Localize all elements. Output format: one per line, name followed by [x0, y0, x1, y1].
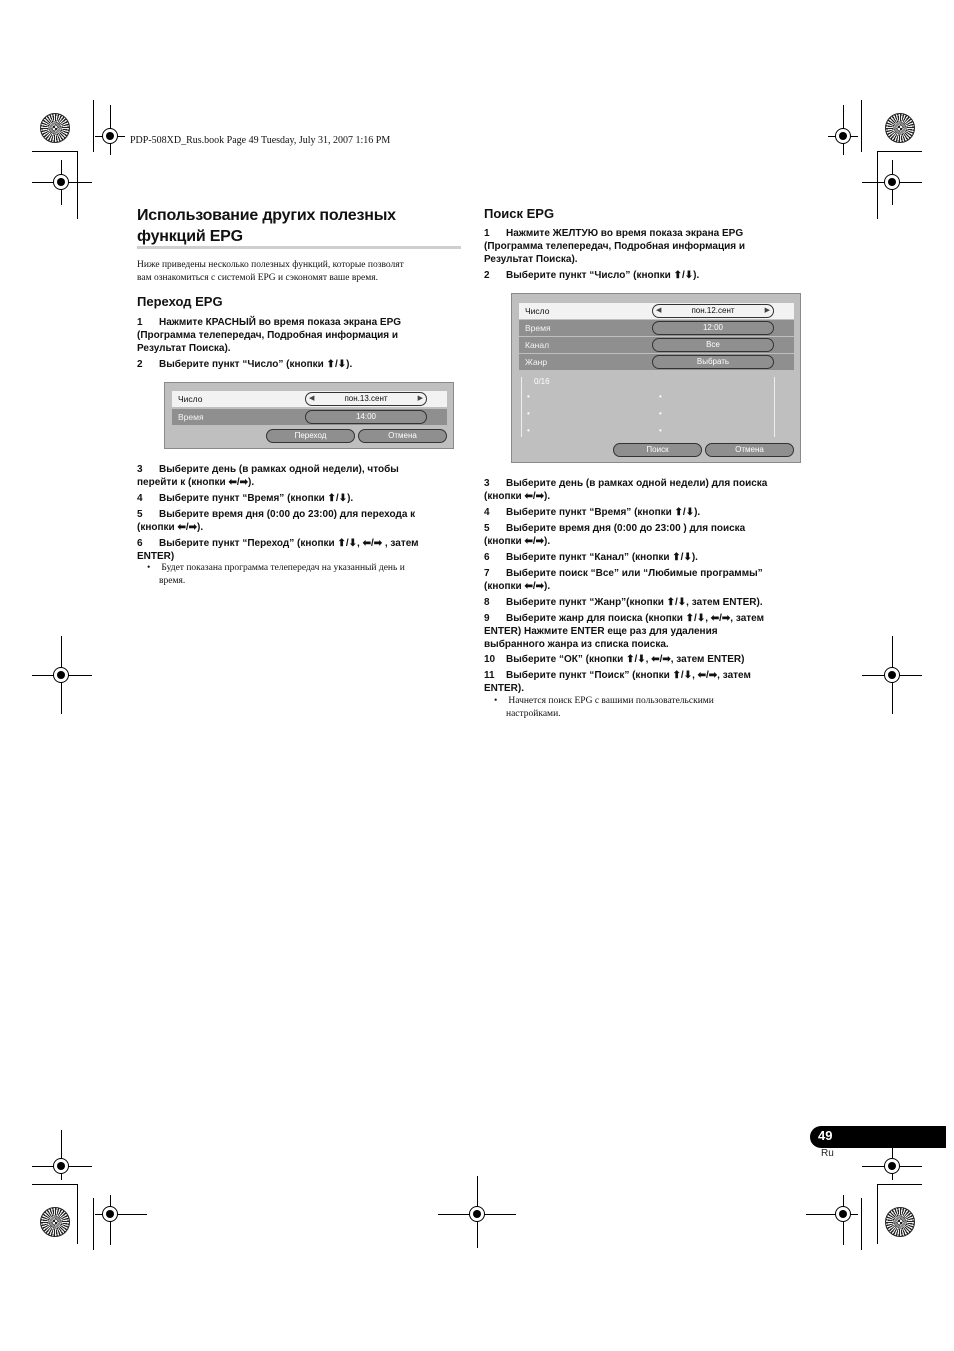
registration-target-icon [835, 128, 851, 144]
step-text: (Программа телепередач, Подробная информация и [137, 330, 399, 341]
step-text: Нажмите ЖЕЛТУЮ во время показа экрана EPG [506, 228, 744, 239]
genre-value[interactable]: Выбрать [652, 355, 774, 369]
step-item [484, 596, 763, 609]
registration-wheel-icon [40, 113, 70, 143]
step-item [137, 508, 415, 534]
step-text: Выберите пункт “Время” (кнопки ⬆/⬇). [506, 507, 701, 518]
step-number: 6 [484, 552, 490, 563]
section-heading-jump: Переход EPG [137, 294, 223, 309]
genre-count: 0/16 [534, 377, 550, 386]
title-divider [137, 246, 461, 249]
page-title [137, 205, 396, 247]
time-value[interactable]: 14:00 [305, 410, 427, 424]
osd-row-label: Время [178, 412, 204, 422]
step-number: 3 [137, 464, 143, 475]
step-number: 1 [484, 228, 490, 239]
time-value[interactable]: 12:00 [652, 321, 774, 335]
step-text: Выберите пункт “Поиск” (кнопки ⬆/⬇, ⬅/➡, затем [506, 670, 751, 681]
step-text: Выберите день (в рамках одной недели), чтобы [159, 464, 399, 475]
step-number: 4 [137, 493, 143, 504]
osd-row-label: Число [525, 306, 550, 316]
step-item [484, 506, 700, 519]
step-number: 8 [484, 597, 490, 608]
registration-target-icon [835, 1206, 851, 1222]
step-number: 6 [137, 538, 143, 549]
step-text: перейти к (кнопки ⬅/➡). [137, 477, 255, 488]
osd-row-time[interactable] [172, 409, 447, 425]
list-slot: • [659, 426, 662, 435]
arrow-right-icon[interactable]: ▶ [764, 307, 770, 314]
intro-paragraph [137, 259, 404, 285]
step-item [484, 522, 745, 548]
intro-line: Ниже приведены несколько полезных функций, которые позволят [137, 260, 404, 270]
list-slot: • [659, 409, 662, 418]
step-text: Выберите “ОК” (кнопки ⬆/⬇, ⬅/➡, затем ENTER) [506, 654, 745, 665]
registration-target-icon [53, 667, 69, 683]
step-item [484, 477, 767, 503]
registration-wheel-icon [885, 113, 915, 143]
bullet-text: настройками. [506, 709, 561, 719]
bullet-note [137, 562, 479, 588]
step-text: Выберите время дня (0:00 до 23:00) для перехода к [159, 509, 416, 520]
step-item [137, 316, 462, 355]
registration-target-icon [102, 1206, 118, 1222]
cancel-button[interactable]: Отмена [358, 429, 447, 443]
step-number: 3 [484, 478, 490, 489]
registration-target-icon [884, 1158, 900, 1174]
registration-target-icon [469, 1206, 485, 1222]
intro-line: вам ознакомиться с системой EPG и сэкономят ваше время. [137, 273, 379, 283]
jump-osd-panel [164, 382, 454, 449]
date-value: пон.13.сент [344, 394, 388, 403]
step-text: Выберите день (в рамках одной недели) для поиска [506, 478, 768, 489]
osd-row-label: Время [525, 323, 551, 333]
step-text: (кнопки ⬅/➡). [484, 491, 551, 502]
page-title-line: Использование других полезных [137, 207, 396, 224]
osd-row-date[interactable] [519, 303, 794, 319]
registration-target-icon [884, 174, 900, 190]
step-text: (кнопки ⬅/➡). [484, 536, 551, 547]
registration-wheel-icon [40, 1207, 70, 1237]
genre-list[interactable] [521, 377, 775, 437]
step-number: 1 [137, 317, 143, 328]
step-text: Выберите пункт “Переход” (кнопки ⬆/⬇, ⬅/➡ , затем [159, 538, 419, 549]
list-slot: • [659, 392, 662, 401]
osd-row-genre[interactable] [519, 354, 794, 370]
step-text: Выберите пункт “Жанр”(кнопки ⬆/⬇, затем ENTER). [506, 597, 763, 608]
date-value: пон.12.сент [691, 306, 735, 315]
step-text: Выберите пункт “Число” (кнопки ⬆/⬇). [506, 270, 700, 281]
step-number: 4 [484, 507, 490, 518]
registration-target-icon [53, 174, 69, 190]
osd-row-label: Число [178, 394, 203, 404]
step-text: Выберите пункт “Число” (кнопки ⬆/⬇). [159, 359, 353, 370]
page-title-line: функций EPG [137, 228, 243, 245]
arrow-right-icon[interactable]: ▶ [417, 395, 423, 402]
book-header: PDP-508XD_Rus.book Page 49 Tuesday, July 31, 2007 1:16 PM [130, 135, 391, 146]
step-number: 11 [484, 670, 495, 681]
step-text: ENTER) [137, 551, 175, 562]
bullet-text: Будет показана программа телепередач на указанный день и [161, 563, 405, 573]
arrow-left-icon[interactable]: ◀ [656, 307, 662, 314]
list-slot: • [527, 409, 530, 418]
language-code: Ru [821, 1148, 834, 1159]
channel-value[interactable]: Все [652, 338, 774, 352]
step-number: 2 [484, 270, 490, 281]
arrow-left-icon[interactable]: ◀ [309, 395, 315, 402]
osd-row-channel[interactable] [519, 337, 794, 353]
step-text: Выберите жанр для поиска (кнопки ⬆/⬇, ⬅/➡, затем [506, 613, 764, 624]
step-text: ENTER). [484, 683, 524, 694]
osd-row-time[interactable] [519, 320, 794, 336]
step-item [484, 567, 763, 593]
step-text: Выберите время дня (0:00 до 23:00 ) для поиска [506, 523, 746, 534]
step-number: 5 [137, 509, 143, 520]
registration-wheel-icon [885, 1207, 915, 1237]
step-text: Выберите пункт “Время” (кнопки ⬆/⬇). [159, 493, 354, 504]
step-text: Результат Поиска). [484, 254, 578, 265]
list-slot: • [527, 392, 530, 401]
list-slot: • [527, 426, 530, 435]
step-number: 2 [137, 359, 143, 370]
date-selector[interactable] [652, 304, 774, 318]
step-text: Выберите поиск “Все” или “Любимые программы” [506, 568, 763, 579]
step-number: 7 [484, 568, 490, 579]
step-item [484, 551, 698, 564]
step-item [484, 612, 764, 651]
step-text: Нажмите КРАСНЫЙ во время показа экрана EPG [159, 317, 402, 328]
step-text: ENTER) Нажмите ENTER еще раз для удаления [484, 626, 718, 637]
step-item [137, 537, 419, 563]
bullet-text: время. [159, 576, 186, 586]
date-selector[interactable] [305, 392, 427, 406]
section-heading-search: Поиск EPG [484, 206, 555, 221]
step-item [484, 669, 751, 695]
cancel-button[interactable]: Отмена [705, 443, 794, 457]
step-text: (кнопки ⬅/➡). [484, 581, 551, 592]
osd-row-label: Канал [525, 340, 550, 350]
step-item [484, 227, 814, 266]
step-item [484, 269, 699, 282]
osd-row-label: Жанр [525, 357, 548, 367]
jump-button[interactable]: Переход [266, 429, 355, 443]
registration-target-icon [53, 1158, 69, 1174]
step-number: 9 [484, 613, 490, 624]
bullet-note [484, 695, 826, 721]
bullet-text: Начнется поиск EPG с вашими пользовательскими [508, 696, 714, 706]
step-number: 10 [484, 654, 496, 665]
search-button[interactable]: Поиск [613, 443, 702, 457]
search-osd-panel [511, 293, 801, 463]
step-text: выбранного жанра из списка поиска. [484, 639, 669, 650]
step-item [137, 492, 353, 505]
step-item [137, 358, 352, 371]
step-item [137, 463, 399, 489]
osd-row-date[interactable] [172, 391, 447, 407]
step-text: (кнопки ⬅/➡). [137, 522, 204, 533]
step-item [484, 653, 744, 666]
step-number: 5 [484, 523, 490, 534]
step-text: Результат Поиска). [137, 343, 231, 354]
registration-target-icon [884, 667, 900, 683]
step-text: Выберите пункт “Канал” (кнопки ⬆/⬇). [506, 552, 698, 563]
page-number: 49 [818, 1128, 833, 1143]
step-text: (Программа телепередач, Подробная информация и [484, 241, 746, 252]
registration-target-icon [102, 128, 118, 144]
